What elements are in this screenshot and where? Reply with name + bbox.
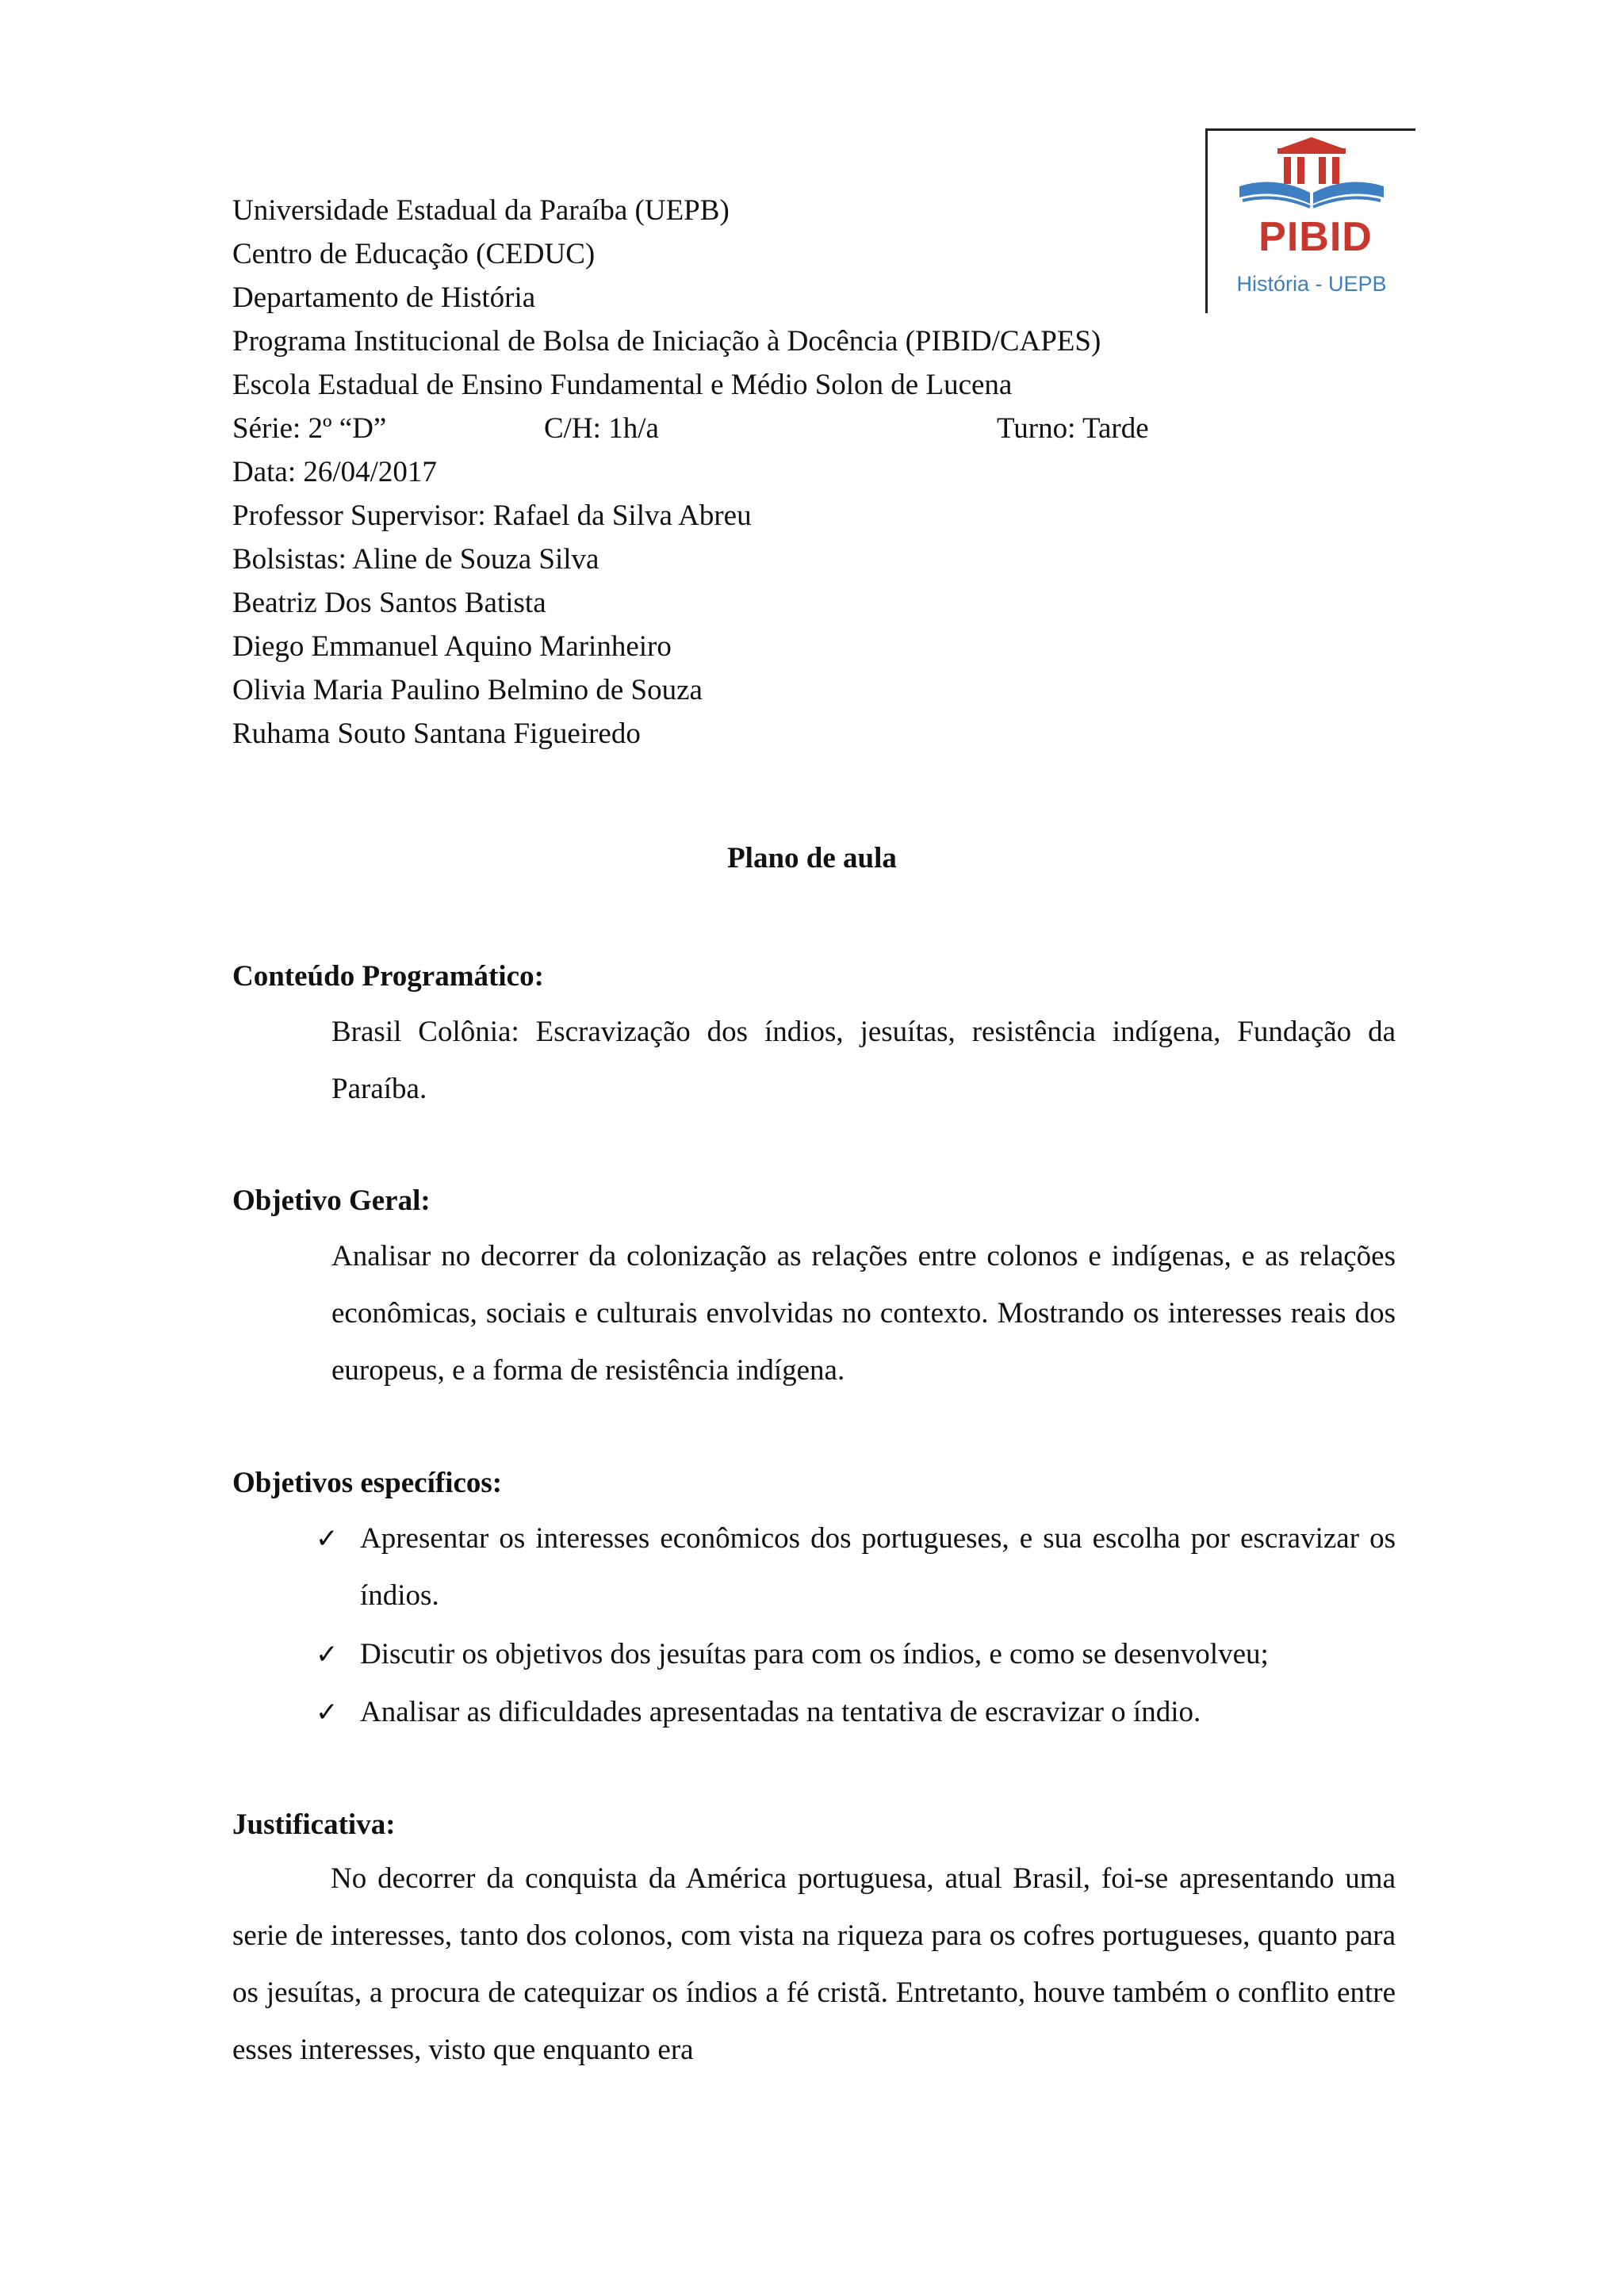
logo-column: [1319, 157, 1326, 184]
logo-roof: [1281, 137, 1342, 148]
school-line: Escola Estadual de Ensino Fundamental e Médio Solon de Lucena: [232, 369, 1013, 401]
center-line: Centro de Educação (CEDUC): [232, 238, 596, 270]
checkmark-icon: ✓: [316, 1697, 339, 1728]
logo-architrave: [1277, 148, 1346, 154]
logo-column: [1297, 157, 1304, 184]
checkmark-icon: ✓: [316, 1523, 339, 1555]
justificativa-heading: Justificativa:: [232, 1808, 396, 1841]
date-line: Data: 26/04/2017: [232, 456, 437, 488]
objective-item-text: Discutir os objetivos dos jesuítas para com os índios, e como se desenvolveu;: [360, 1638, 1269, 1670]
objective-item-text: Analisar as dificuldades apresentadas na tentativa de escravizar o índio.: [360, 1696, 1201, 1728]
workload-text: C/H: 1h/a: [544, 412, 659, 445]
scholarship-line: Diego Emmanuel Aquino Marinheiro: [232, 630, 672, 663]
supervisor-line: Professor Supervisor: Rafael da Silva Abreu: [232, 499, 752, 532]
objetivos-especificos-heading: Objetivos específicos:: [232, 1467, 503, 1499]
scholarship-line: Olivia Maria Paulino Belmino de Souza: [232, 674, 703, 706]
department-line: Departamento de História: [232, 281, 536, 314]
shift-text: Turno: Tarde: [997, 412, 1149, 445]
program-line: Programa Institucional de Bolsa de Iniciação à Docência (PIBID/CAPES): [232, 325, 1101, 358]
logo-title: PIBID: [1258, 214, 1373, 260]
logo-subtitle: História - UEPB: [1236, 272, 1387, 296]
document-header: [232, 189, 1224, 756]
scholarship-line: Bolsistas: Aline de Souza Silva: [232, 543, 599, 576]
objetivo-geral-text: Analisar no decorrer da colonização as relações entre colonos e indígenas, e as relações econômicas, sociais e culturais envolvidas no contexto. Mostrando os interesses reais dos europeus, e a forma de resistência indígena.: [331, 1240, 1396, 1387]
conteudo-text: Brasil Colônia: Escravização dos índios, jesuítas, resistência indígena, Fundação da Paraíba.: [331, 1016, 1396, 1105]
objective-item: [316, 1684, 1396, 1741]
university-line: Universidade Estadual da Paraíba (UEPB): [232, 194, 730, 227]
columns-book-icon: [1208, 131, 1415, 218]
serie-text: Série: 2º “D”: [232, 412, 387, 445]
objective-item: [316, 1510, 1396, 1624]
objective-item: [316, 1626, 1396, 1683]
logo-column: [1284, 157, 1291, 184]
objetivo-geral-heading: Objetivo Geral:: [232, 1184, 431, 1217]
objective-item-text: Apresentar os interesses econômicos dos portugueses, e sua escolha por escravizar os índios.: [360, 1522, 1396, 1612]
scholarship-line: Beatriz Dos Santos Batista: [232, 587, 546, 619]
class-info-line: [232, 407, 1224, 450]
justificativa-text: No decorrer da conquista da América portuguesa, atual Brasil, foi-se apresentando uma serie de interesses, tanto dos colonos, com vista na riqueza para os cofres portugueses, quanto para os jesuítas, a procura de catequizar os índios a fé cristã. Entretanto, houve também o conflito entre esses interesses, visto que enquanto era: [232, 1862, 1396, 2066]
conteudo-heading: Conteúdo Programático:: [232, 960, 544, 993]
pibid-logo: [1205, 128, 1415, 313]
scholarship-line: Ruhama Souto Santana Figueiredo: [232, 718, 641, 750]
checkmark-icon: ✓: [316, 1639, 339, 1670]
logo-column: [1332, 157, 1339, 184]
document-title: Plano de aula: [727, 842, 897, 874]
